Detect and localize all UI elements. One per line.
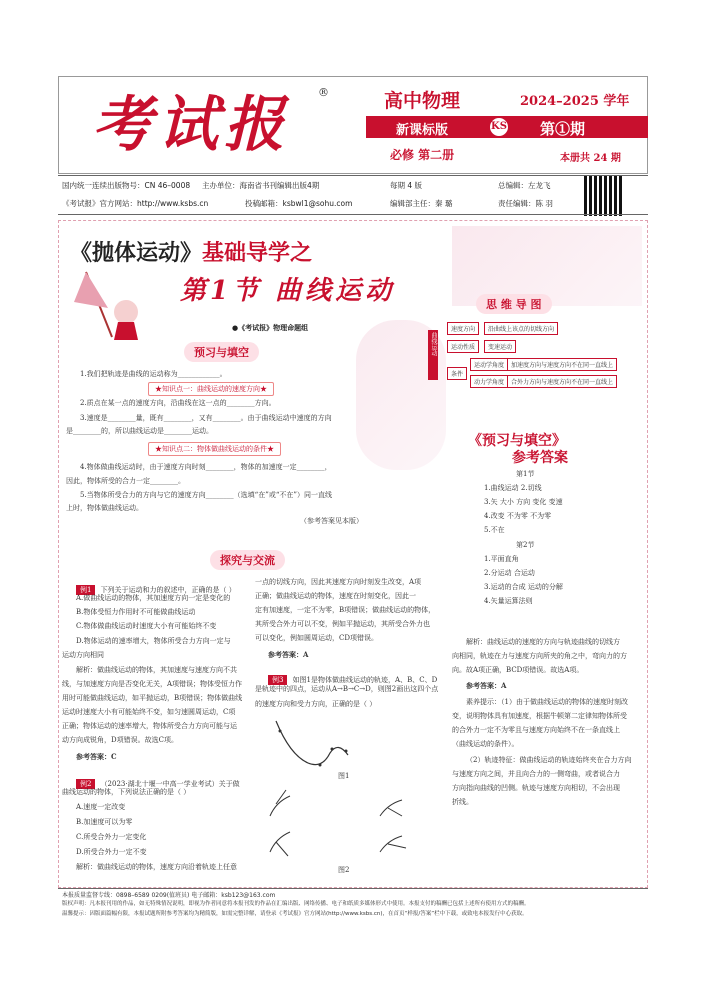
mindmap-dynamics-detail: 合外力方向与速度方向不在同一直线上 — [507, 375, 617, 388]
answers-sec1: 第1节 — [516, 470, 535, 478]
ex1-solution-5: 正确；物体运动的速率增大，物体所受合力方向可能与运 — [62, 722, 237, 730]
ex1-option-d: D.物体运动的速率增大，物体所受合力方向一定与 — [76, 637, 231, 645]
ex2-solution-cont-5: 可以变化，例如圆周运动，CD项错误。 — [255, 634, 378, 642]
answer-a4: 4.改变 不为零 不为零 — [484, 512, 552, 520]
ex1-option-d2: 运动方向相同 — [62, 651, 104, 659]
mindmap-root: 曲线运动 — [428, 330, 438, 380]
answers-title: 《预习与填空》 — [468, 433, 566, 449]
ex2-solution-cont-4: 其所受合外力可以不变，例如平抛运动，其所受合外力也 — [255, 620, 430, 628]
subject-title: 高中物理 — [384, 90, 461, 112]
ex2-solution-cont-2: 正确；做曲线运动的物体，速度在时刻变化，因此一 — [255, 592, 416, 600]
qr-code-icon[interactable] — [584, 176, 624, 216]
registered-mark: ® — [318, 86, 329, 99]
knowledge-point-2: ★知识点二：物体做曲线运动的条件★ — [148, 442, 281, 456]
preview-q3a: 3.速度是________量，既有________，又有________。由于曲线运动中速度的方向 — [80, 414, 332, 422]
example-2-label: 例2 — [76, 779, 95, 789]
email-link[interactable]: 投稿邮箱：ksbwl1@sohu.com — [245, 199, 353, 208]
serial-number: 国内统一连续出版物号：CN 46–0008 — [62, 181, 191, 190]
example-3-question3: 的速度方向和受力方向，正确的是（ ） — [255, 700, 377, 708]
literacy-note-1: 素养提示：（1）由于做曲线运动的物体的速度时刻改 — [466, 698, 628, 706]
ex1-solution-3: 用时可能做曲线运动，如平抛运动，B项错误；物体做曲线 — [62, 694, 243, 702]
divider — [58, 214, 648, 215]
example-3-question2: 是轨迹中的四点，运动从A→B→C→D，则图2画出这四个点 — [255, 685, 439, 693]
figure-1-trajectory — [268, 715, 418, 777]
mindmap-node-condition: 条件 — [447, 367, 467, 380]
publisher: 主办单位：海南省书刊编辑出版4期 — [202, 181, 320, 190]
preview-q4b: 因此，物体所受的合力一定________。 — [66, 477, 185, 485]
answers-subtitle: 参考答案 — [512, 450, 568, 466]
mindmap-kinematics-detail: 加速度方向与速度方向不在同一直线上 — [507, 358, 617, 371]
flag-mascot-illustration — [68, 262, 148, 342]
ex1-solution-6: 动方向成锐角，D项错误。故选C项。 — [62, 736, 178, 744]
chief-editor: 总编辑：左龙飞 — [498, 181, 551, 190]
preview-q2: 2.质点在某一点的速度方向，沿曲线在这一点的________方向。 — [80, 399, 276, 407]
pages-per-issue: 每期 4 版 — [390, 181, 423, 190]
volume-label: 必修 第二册 — [390, 148, 455, 162]
preview-q3b: 是________的，所以曲线运动是________运动。 — [66, 427, 213, 435]
preview-q1: 1.我们把轨迹是曲线的运动称为____________。 — [80, 370, 227, 378]
school-year: 2024–2025 学年 — [520, 94, 630, 109]
divider — [58, 175, 648, 176]
footer-hotline: 本报质量监督专线：0898–6589 0209(值班员) 电子邮箱：ksb123@163.com — [62, 892, 276, 899]
mindmap-velocity-detail: 沿曲线上该点的切线方向 — [484, 322, 558, 335]
ex2-solution: 解析：做曲线运动的物体，速度方向沿着轨迹上任意 — [76, 863, 237, 871]
ex3-answer: 参考答案：A — [466, 681, 507, 690]
footer-copyright: 版权声明：凡本报刊用的作品，如无特殊情况说明，即视为作者同意将本报刊发的作品在汇编出版、网络传播、电子和纸质多媒体形式中使用。本报支付的稿酬已包括上述所有使用方式的稿酬。 — [62, 901, 530, 907]
divider — [58, 888, 648, 889]
title-part2: 基础导学之 — [202, 241, 313, 266]
example-2-question: （2023·湖北十堰一中高一学业考试）关于做 — [100, 780, 240, 788]
literacy-note-3: 的合外力一定不为零且与速度方向始终不在一条直线上 — [452, 726, 620, 734]
ex1-solution-4: 运动时速度大小有可能始终不变，如匀速圆周运动，C项 — [62, 708, 236, 716]
ex2-option-a: A.速度一定改变 — [76, 803, 126, 811]
example-1-label: 例1 — [76, 585, 95, 595]
mindmap-kinematics: 运动学角度 — [470, 358, 508, 371]
explore-heading: 探究与交流 — [210, 550, 285, 570]
ex2-option-d: D.所受合外力一定不变 — [76, 848, 147, 856]
figure-1-caption: 图1 — [338, 772, 350, 780]
literacy-note-6: 与速度方向之间，并且向合力的一侧弯曲，或者说合力 — [452, 770, 620, 778]
literacy-note-7: 方向指向曲线的凹侧。轨迹与速度方向相切，不会出现 — [452, 784, 620, 792]
answer-a1: 1.曲线运动 2.切线 — [484, 484, 542, 492]
pencils-illustration — [452, 226, 642, 306]
responsible-editor: 责任编辑：陈 羽 — [498, 199, 553, 208]
ex3-solution-3: 向。故A项正确，BCD项错误。故选A项。 — [452, 666, 584, 674]
preview-q4a: 4.物体做曲线运动时，由于速度方向时刻________，物体的加速度一定________， — [80, 463, 332, 471]
example-1-question: 下列关于运动和力的叙述中，正确的是（ ） — [100, 586, 236, 594]
newspaper-logo: 考试报 — [92, 90, 290, 160]
literacy-note-5: （2）轨迹特征：做曲线运动的轨迹始终夹在合力方向 — [466, 756, 632, 764]
footer-tip: 温馨提示：因版面篇幅有限，本报试题所附参考答案均为精简版，如需完整详解，请登录《考试报》官方网站(http://www.ksbs.cn)，在首页“样报/答案”栏中下载，或致电本报发行中心获取。 — [62, 911, 528, 917]
mindmap-node-nature: 运动性质 — [447, 340, 479, 353]
literacy-note-4: （曲线运动的条件）。 — [452, 740, 519, 748]
answer-a3: 3.矢 大小 方向 变化 变速 — [484, 498, 563, 506]
figure-2-options — [262, 786, 432, 862]
answer-b1: 1.平面直角 — [484, 555, 519, 563]
mindmap-nature-detail: 变速运动 — [484, 340, 516, 353]
mindmap-dynamics: 动力学角度 — [470, 375, 508, 388]
section-title: 第1节 曲线运动 — [180, 276, 396, 306]
website-link[interactable]: 《考试报》官方网站：http://www.ksbs.cn — [62, 199, 209, 208]
answer-b2: 2.分运动 合运动 — [484, 569, 535, 577]
preview-heading: 预习与填空 — [184, 342, 259, 362]
ks-logo-icon: KS — [488, 116, 510, 138]
ex2-solution-cont-1: 一点的切线方向，因此其速度方向时刻发生改变，A项 — [255, 578, 422, 586]
ex1-option-a: A.做曲线运动的物体，其加速度方向一定是变化的 — [76, 594, 231, 602]
edition-label: 新课标版 — [396, 123, 449, 138]
ex2-answer: 参考答案：A — [268, 650, 309, 659]
ex2-option-c: C.所受合外力一定变化 — [76, 833, 147, 841]
example-3-question: 如图1是物体做曲线运动的轨迹，A、B、C、D — [292, 676, 438, 684]
preview-q5a: 5.当物体所受合力的方向与它的速度方向________（选填“在”或“不在”）同一直线 — [80, 491, 332, 499]
example-2-question2: 曲线运动的物体，下列说法正确的是（ ） — [62, 788, 191, 796]
ex2-solution-cont-3: 定有加速度，一定不为零，B项错误；做曲线运动的物体， — [255, 606, 436, 614]
ex1-solution-2: 线，与加速度方向是否变化无关，A项错误；物体受恒力作 — [62, 680, 243, 688]
ex1-solution-1: 解析：做曲线运动的物体，其加速度与速度方向不共 — [76, 666, 237, 674]
ex1-option-c: C.物体做曲线运动时速度大小有可能始终不变 — [76, 622, 217, 630]
mindmap-heading: 思 维 导 图 — [476, 294, 552, 314]
figure-2-caption: 图2 — [338, 866, 350, 874]
ex3-solution-1: 解析：曲线运动的速度的方向与轨迹曲线的切线方 — [466, 638, 620, 646]
ex1-option-b: B.物体受恒力作用时不可能做曲线运动 — [76, 608, 196, 616]
literacy-note-2: 变，说明物体具有加速度，根据牛顿第二定律知物体所受 — [452, 712, 627, 720]
mindmap-node-velocity: 速度方向 — [447, 322, 479, 335]
ex1-answer: 参考答案：C — [76, 752, 117, 761]
title-part1: 《抛体运动》 — [70, 241, 203, 266]
author-group: ●《考试报》物理命题组 — [232, 324, 309, 332]
example-3-label: 例3 — [268, 675, 287, 685]
page-count: 本册共 24 期 — [560, 153, 621, 164]
preview-q5b: 上时，物体做曲线运动。 — [66, 504, 143, 512]
answer-a5: 5.不在 — [484, 526, 505, 534]
issue-number: 第①期 — [540, 120, 586, 138]
dept-director: 编辑部主任：秦 璐 — [390, 199, 453, 208]
knowledge-point-1: ★知识点一：曲线运动的速度方向★ — [148, 382, 274, 396]
ex3-solution-2: 向相同，轨迹在力与速度方向所夹的角之中，弯向力的方 — [452, 652, 627, 660]
answer-note: （参考答案见本版） — [300, 517, 363, 525]
answers-sec2: 第2节 — [516, 541, 535, 549]
ex2-option-b: B.加速度可以为零 — [76, 818, 133, 826]
literacy-note-8: 折线。 — [452, 798, 473, 806]
answer-b3: 3.运动的合成 运动的分解 — [484, 583, 563, 591]
answer-b4: 4.矢量运算法则 — [484, 597, 533, 605]
